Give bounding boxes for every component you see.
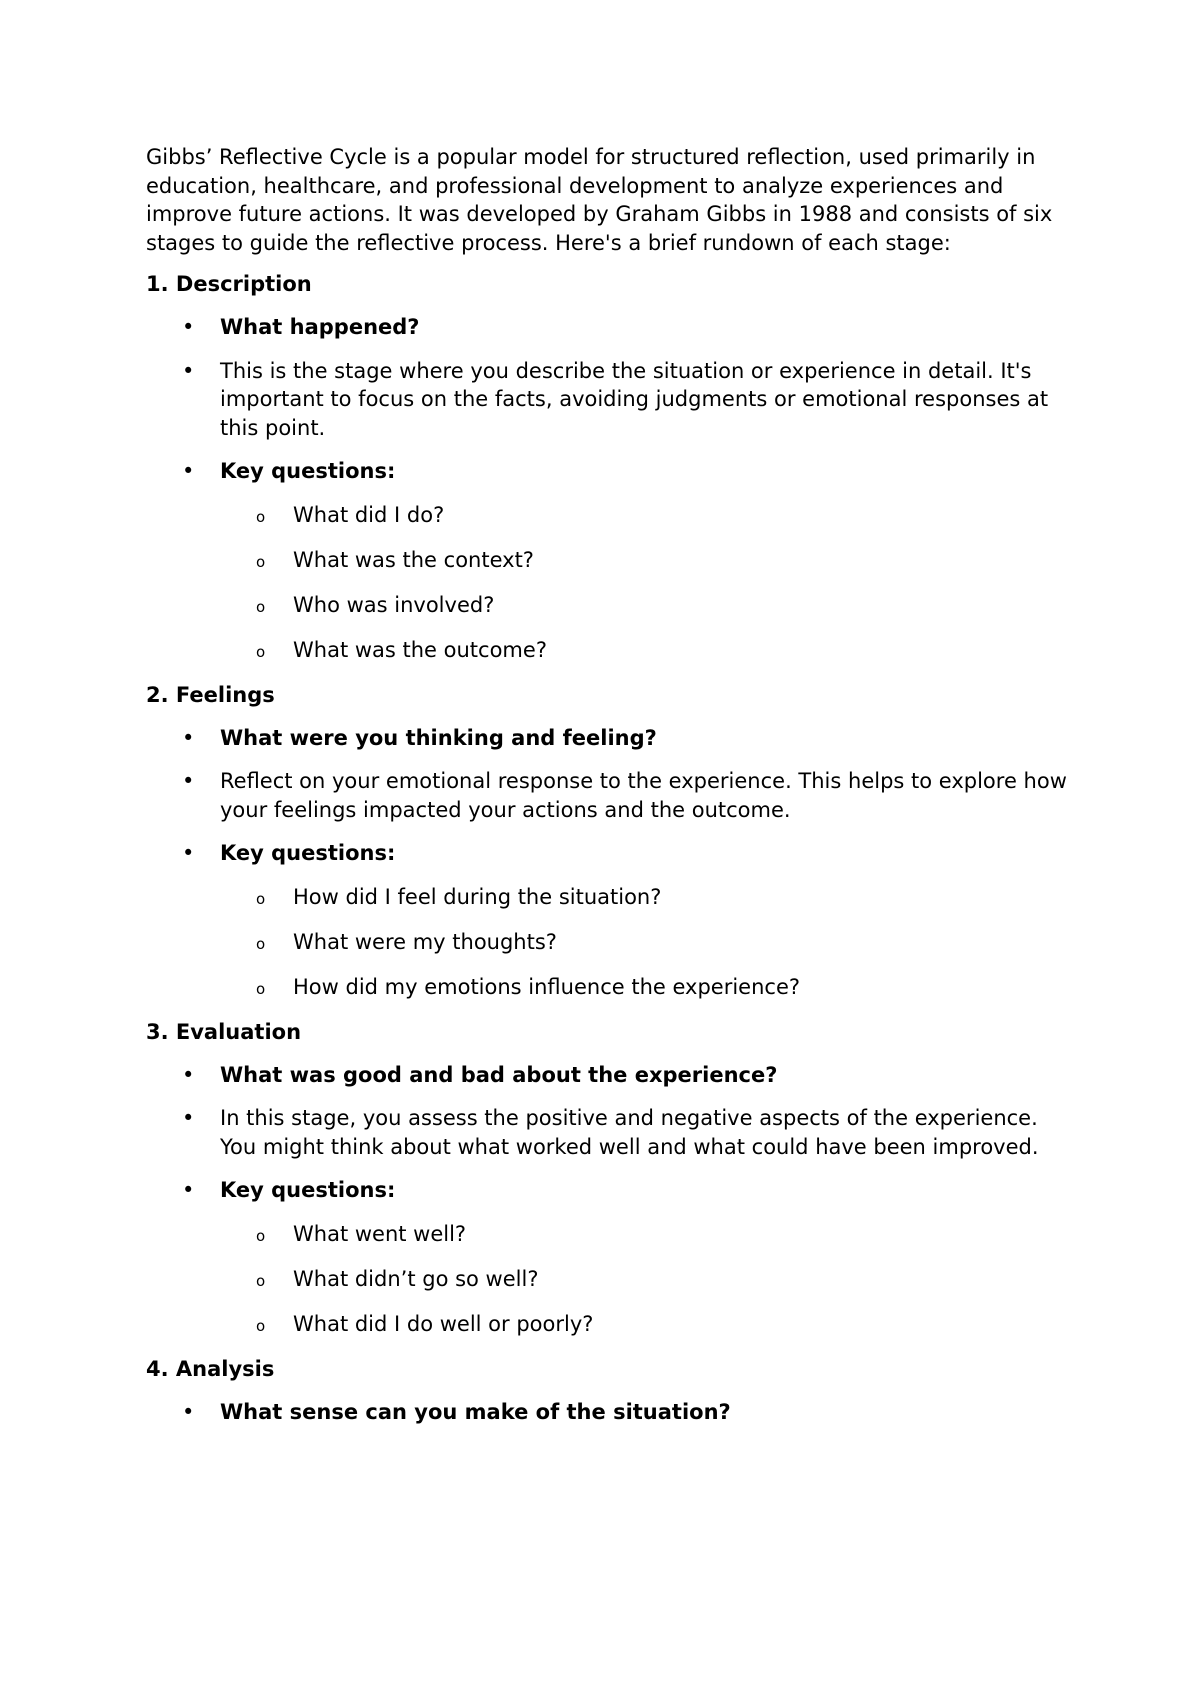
sub-bullet-icon: o bbox=[256, 507, 266, 526]
sub-bullet-icon: o bbox=[256, 1316, 266, 1335]
bullet-explanation bbox=[146, 357, 1076, 443]
bullet-explanation bbox=[146, 1104, 1076, 1161]
bullet-icon: • bbox=[182, 459, 195, 483]
sub-bullet-icon: o bbox=[256, 1271, 266, 1290]
bullet-icon: • bbox=[182, 1106, 195, 1130]
question-text: What was good and bad about the experience? bbox=[220, 1062, 778, 1087]
sub-bullet-icon: o bbox=[256, 552, 266, 571]
key-questions-label: Key questions: bbox=[220, 841, 396, 865]
key-question-item bbox=[146, 973, 1076, 1001]
bullet-explanation bbox=[146, 767, 1076, 824]
key-question-item bbox=[146, 501, 1076, 529]
key-question-text: How did my emotions influence the experience? bbox=[293, 974, 801, 999]
question-text: What happened? bbox=[220, 315, 420, 339]
bullet-key-questions bbox=[146, 457, 1076, 486]
key-questions-label: Key questions: bbox=[220, 1178, 396, 1202]
bullet-icon: • bbox=[182, 358, 195, 383]
section-evaluation bbox=[146, 1018, 1076, 1338]
section-analysis bbox=[146, 1355, 1076, 1427]
key-question-item bbox=[146, 883, 1076, 911]
key-question-text: What did I do well or poorly? bbox=[293, 1311, 594, 1336]
bullet-icon: • bbox=[182, 1178, 195, 1202]
key-question-item bbox=[146, 591, 1076, 619]
section-description bbox=[146, 270, 1076, 664]
bullet-icon: • bbox=[182, 1399, 195, 1424]
sub-bullet-icon: o bbox=[256, 934, 266, 953]
key-question-item bbox=[146, 928, 1076, 956]
sub-bullet-icon: o bbox=[256, 979, 266, 998]
key-question-item bbox=[146, 1310, 1076, 1338]
bullet-question bbox=[146, 1398, 1076, 1427]
section-heading: 3. Evaluation bbox=[146, 1019, 302, 1044]
bullet-key-questions bbox=[146, 1176, 1076, 1205]
key-questions-label: Key questions: bbox=[220, 459, 396, 483]
section-heading: 4. Analysis bbox=[146, 1356, 275, 1381]
key-question-text: What was the context? bbox=[293, 547, 534, 572]
bullet-question bbox=[146, 1061, 1076, 1090]
sub-bullet-icon: o bbox=[256, 1226, 266, 1245]
explanation-text: This is the stage where you describe the situation or experience in detail. It's important to focus on the facts, avoiding judgments or emotional responses at this point. bbox=[220, 358, 1049, 440]
sub-bullet-icon: o bbox=[256, 642, 266, 661]
bullet-question bbox=[146, 724, 1076, 753]
document-page bbox=[146, 143, 1076, 1441]
key-question-text: What went well? bbox=[293, 1221, 467, 1246]
explanation-text: Reflect on your emotional response to the experience. This helps to explore how your feelings impacted your actions and the outcome. bbox=[220, 769, 1067, 822]
key-question-text: Who was involved? bbox=[293, 592, 495, 617]
key-question-text: What was the outcome? bbox=[293, 637, 547, 662]
key-question-text: What didn’t go so well? bbox=[293, 1266, 539, 1291]
sub-bullet-icon: o bbox=[256, 889, 266, 908]
question-text: What were you thinking and feeling? bbox=[220, 725, 657, 750]
section-heading: 1. Description bbox=[146, 272, 312, 296]
section-feelings bbox=[146, 681, 1076, 1001]
bullet-key-questions bbox=[146, 839, 1076, 868]
intro-paragraph: Gibbs’ Reflective Cycle is a popular model for structured reflection, used primarily in education, healthcare, and professional development to analyze experiences and improve future actions. It was developed by Graham Gibbs in 1988 and consists of six stages to guide the reflective process. Here's a brief rundown of each stage: bbox=[146, 145, 1053, 255]
key-question-text: How did I feel during the situation? bbox=[293, 884, 662, 909]
bullet-icon: • bbox=[182, 1062, 195, 1087]
bullet-icon: • bbox=[182, 769, 195, 793]
key-question-text: What were my thoughts? bbox=[293, 929, 557, 954]
key-question-item bbox=[146, 636, 1076, 664]
key-question-item bbox=[146, 1220, 1076, 1248]
bullet-icon: • bbox=[182, 841, 195, 865]
section-heading: 2. Feelings bbox=[146, 682, 275, 707]
sub-bullet-icon: o bbox=[256, 597, 266, 616]
bullet-question bbox=[146, 313, 1076, 342]
explanation-text: In this stage, you assess the positive and negative aspects of the experience. You might think about what worked well and what could have been improved. bbox=[220, 1106, 1039, 1159]
key-question-text: What did I do? bbox=[293, 502, 445, 527]
bullet-icon: • bbox=[182, 315, 195, 339]
question-text: What sense can you make of the situation? bbox=[220, 1399, 731, 1424]
key-question-item bbox=[146, 546, 1076, 574]
key-question-item bbox=[146, 1265, 1076, 1293]
bullet-icon: • bbox=[182, 725, 195, 750]
